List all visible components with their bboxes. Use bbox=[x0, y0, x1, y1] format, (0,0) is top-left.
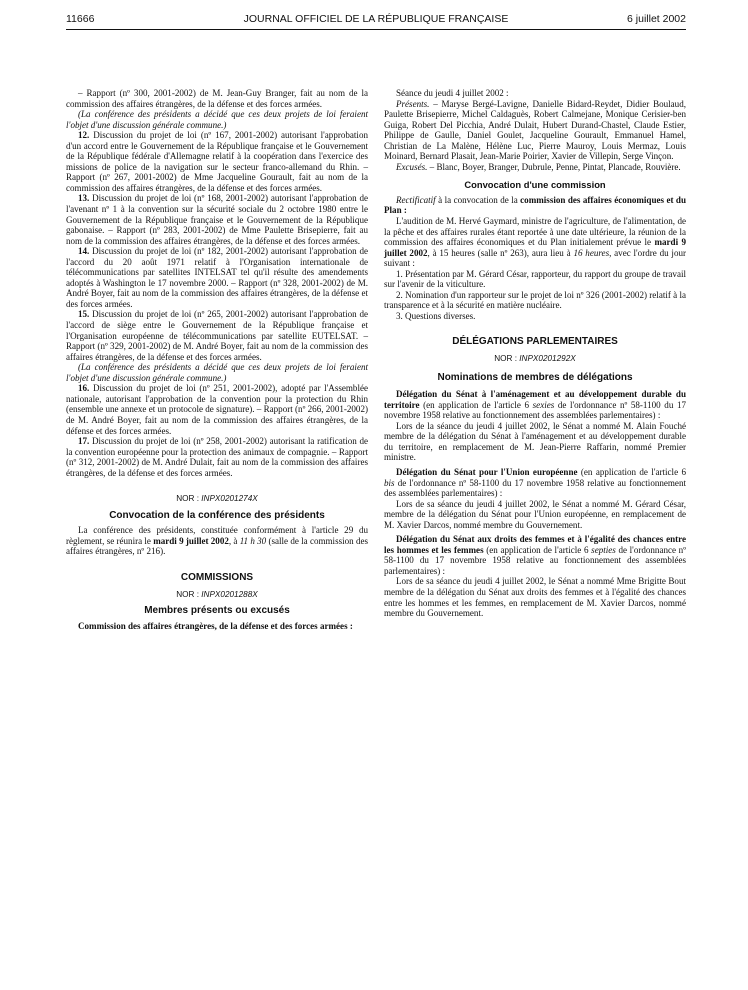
section-title: Convocation de la conférence des présidents bbox=[109, 509, 325, 521]
delegation-title: Délégation du Sénat pour l'Union européenne bbox=[396, 466, 578, 477]
agenda-point: 2. Nomination d'un rapporteur sur le projet de loi nº 326 (2001-2002) relatif à la transparence et à la sécurité en matière nucléaire. bbox=[384, 289, 686, 311]
agenda-item-17 bbox=[66, 436, 368, 478]
nor-label: NOR : bbox=[494, 354, 520, 364]
section-heading-delegations: DÉLÉGATIONS PARLEMENTAIRES bbox=[452, 336, 618, 348]
item-number: 13. bbox=[78, 193, 90, 204]
delegation-heading bbox=[384, 467, 686, 499]
agenda-item-15 bbox=[66, 309, 368, 362]
delegation-title: Délégation du Sénat à l'aménagement et au développement durable du territoire bbox=[384, 389, 686, 410]
agenda-item-14 bbox=[66, 246, 368, 309]
subsection-title: Nominations de membres de délégations bbox=[437, 371, 633, 383]
nor-code: INPX0201288X bbox=[201, 589, 258, 599]
label: Présents. bbox=[396, 98, 430, 109]
meeting-date: mardi 9 juillet 2002 bbox=[384, 237, 687, 258]
rectificatif-paragraph bbox=[384, 195, 686, 216]
meeting-time: 11 h 30 bbox=[239, 535, 267, 546]
subsection-title: Membres présents ou excusés bbox=[144, 605, 290, 617]
page-number: 11666 bbox=[66, 13, 95, 25]
session-line: Séance du jeudi 4 juillet 2002 : bbox=[396, 88, 509, 98]
nor-code: INPX0201292X bbox=[519, 354, 576, 364]
text-span: , à 15 heures (salle nº 263), aura lieu à bbox=[427, 247, 574, 258]
item-text: Discussion du projet de loi (nº 251, 2001-2002), adopté par l'Assemblée nationale, autorisant l'approbation de la convention pour la protection du Rhin (ensemble une annexe et un protocole de signature). – Rapport (nº 266, 2001-2002) de M. André Boyer, fait au nom de la commission des affaires étrangères, de la défense et des forces armées. bbox=[66, 383, 368, 436]
text-span: (salle de la commission des affaires étrangères, nº 216). bbox=[66, 535, 368, 557]
commission-name: Commission des affaires étrangères, de la défense et des forces armées : bbox=[78, 620, 353, 631]
item-text: Discussion du projet de loi (nº 265, 2001-2002) autorisant l'approbation de l'accord de siège entre le Gouvernement de la République française et l'Organisation européenne de télécommunications par satellite EUTELSAT. – Rapport (nº 329, 2001-2002) de M. André Boyer, fait au nom de la commission des affaires étrangères, de la défense et des forces armées. bbox=[66, 309, 368, 362]
report-paragraph: – Rapport (nº 300, 2001-2002) de M. Jean-Guy Branger, fait au nom de la commission des affaires étrangères, de la défense et des forces armées. bbox=[66, 88, 368, 109]
nor-label: NOR : bbox=[176, 589, 202, 599]
text-span: La conférence des présidents, constituée conformément à l'article 29 du règlement, se réunira le bbox=[66, 525, 368, 546]
delegation-heading bbox=[384, 389, 686, 421]
agenda-item-12 bbox=[66, 130, 368, 193]
item-number: 16. bbox=[78, 383, 90, 394]
agenda-point: 1. Présentation par M. Gérard César, rapporteur, du rapport du groupe de travail sur l'avenir de la viticulture. bbox=[384, 268, 686, 290]
agenda-item-16 bbox=[66, 383, 368, 436]
delegation-text: Lors de sa séance du jeudi 4 juillet 2002, le Sénat a nommé M. Gérard César, membre de la délégation du Sénat pour l'Union européenne, en remplacement de M. Xavier Darcos, nommé membre du Gouvernement. bbox=[384, 498, 686, 530]
text-span: (en application de l'article 6 bbox=[483, 544, 592, 555]
item-text: Discussion du projet de loi (nº 168, 2001-2002) autorisant l'approbation de l'avenant nº 1 à la convention sur la sécurité sociale du 2 octobre 1980 entre le Gouvernement de la République française et le Gouvernement de la République gabonaise. – Rapport (nº 283, 2001-2002) de Mme Paulette Brisepierre, fait au nom de la commission des affaires étrangères, de la défense et des forces armées. bbox=[66, 193, 368, 246]
left-column bbox=[66, 88, 368, 631]
commission-name: commission des affaires économiques et du Plan : bbox=[384, 194, 686, 216]
text-span: à la convocation de la bbox=[435, 194, 521, 205]
item-text: Discussion du projet de loi (nº 182, 2001-2002) autorisant l'approbation de l'accord du 20 août 1971 relatif à l'Organisation internationale de télécommunications par satellites INTELSAT tel qu'il résulte des amendements adoptés à Washington le 17 novembre 2000. – Rapport (nº 328, 2001-2002) de M. André Boyer, fait au nom de la commission des affaires étrangères, de la défense et des forces armées. bbox=[66, 246, 368, 309]
journal-title: JOURNAL OFFICIEL DE LA RÉPUBLIQUE FRANÇAISE bbox=[243, 13, 509, 25]
text-span: (en application de l'article 6 bbox=[419, 399, 533, 410]
item-text: Discussion du projet de loi (nº 167, 2001-2002) autorisant l'approbation d'un accord entre le Gouvernement de la République française et le Gouvernement de la République fédérale d'Allemagne relatif à la coopération dans l'exercice des missions de police de la navigation sur le secteur franco-allemand du Rhin. – Rapport (nº 267, 2001-2002) de Mme Jacqueline Gourault, fait au nom de la commission des affaires étrangères, de la défense et des forces armées. bbox=[66, 130, 368, 193]
text-span: septies bbox=[591, 544, 616, 555]
nor-reference bbox=[66, 494, 368, 505]
conference-note: (La conférence des présidents a décidé que ces deux projets de loi feraient l'objet d'une discussion générale commune.) bbox=[66, 109, 368, 130]
section-title: Convocation d'une commission bbox=[464, 179, 606, 191]
delegation-title: Délégation du Sénat aux droits des femmes et à l'égalité des chances entre les hommes et les femmes bbox=[384, 534, 686, 555]
item-number: 17. bbox=[78, 436, 90, 447]
names: – Maryse Bergé-Lavigne, Danielle Bidard-Reydet, Didier Boulaud, Paulette Brisepierre, Michel Caldaguès, Robert Calmejane, Monique Cerisier-ben Guiga, Robert Del Picchia, André Dulait, Hubert Durand-Chastel, Claude Estier, Philippe de Gaulle, Daniel Goulet, Jacqueline Gourault, Emmanuel Hamel, Christian de La Malène, Hélène Luc, Pierre Mauroy, Louis Mermaz, Louis Moinard, Bernard Plasait, Jean-Marie Poirier, Xavier de Villepin, Serge Vinçon. bbox=[384, 98, 686, 162]
page-header bbox=[66, 11, 686, 27]
text-span: bis bbox=[384, 477, 395, 488]
convocation-paragraph bbox=[66, 525, 368, 557]
text-span: de l'ordonnance nº 58-1100 du 17 novembre 1958 relative au fonctionnement des assemblées parlementaires) : bbox=[384, 477, 686, 499]
names: – Blanc, Boyer, Branger, Dubrule, Penne, Pintat, Plancade, Rouvière. bbox=[427, 161, 681, 172]
label: Excusés. bbox=[396, 161, 428, 172]
item-number: 14. bbox=[78, 246, 90, 257]
item-number: 15. bbox=[78, 309, 90, 320]
present-members bbox=[384, 99, 686, 162]
nor-code: INPX0201274X bbox=[201, 494, 258, 504]
conference-note: (La conférence des présidents a décidé que ces deux projets de loi feraient l'objet d'une discussion générale commune.) bbox=[66, 362, 368, 383]
agenda-point: 3. Questions diverses. bbox=[396, 310, 476, 321]
nor-reference bbox=[66, 590, 368, 601]
audition-paragraph bbox=[384, 216, 686, 269]
item-text: Discussion du projet de loi (nº 258, 2001-2002) autorisant la ratification de la convention européenne pour la protection des animaux de compagnie. – Rapport (nº 312, 2001-2002) de M. André Dulait, fait au nom de la commission des affaires étrangères, de la défense et des forces armées. bbox=[66, 436, 368, 478]
header-rule bbox=[66, 29, 686, 30]
delegation-text: Lors de sa séance du jeudi 4 juillet 2002, le Sénat a nommé Mme Brigitte Bout membre de la délégation du Sénat aux droits des femmes et à l'égalité des chances entre les hommes et les femmes, en remplacement de M. Xavier Darcos, nommé membre du Gouvernement. bbox=[384, 576, 686, 619]
agenda-item-13 bbox=[66, 193, 368, 246]
nor-reference bbox=[384, 354, 686, 365]
text-span: de l'ordonnance nº 58-1100 du 17 novembre 1958 relative au fonctionnement des assemblées parlementaires) : bbox=[384, 399, 686, 421]
label: Rectificatif bbox=[396, 194, 436, 205]
item-number: 12. bbox=[78, 130, 90, 141]
text-span: , à bbox=[228, 535, 240, 546]
meeting-time: 16 heures bbox=[573, 247, 610, 258]
section-heading-commissions: COMMISSIONS bbox=[180, 571, 254, 583]
text-span: sexies bbox=[532, 399, 555, 410]
text-span: (en application de l'article 6 bbox=[577, 466, 686, 477]
meeting-date: mardi 9 juillet 2002 bbox=[153, 535, 229, 546]
issue-date: 6 juillet 2002 bbox=[627, 13, 686, 25]
nor-label: NOR : bbox=[176, 494, 202, 504]
delegation-text: Lors de la séance du jeudi 4 juillet 2002, le Sénat a nommé M. Alain Fouché membre de la délégation du Sénat à l'aménagement et au développement durable du territoire, en remplacement de M. Jean-Pierre Raffarin, nommé Premier ministre. bbox=[384, 420, 686, 463]
text-span: de l'ordonnance nº 58-1100 du 17 novembre 1958 relative au fonctionnement des assemblées parlementaires) : bbox=[384, 544, 687, 576]
text-span: , avec l'ordre du jour suivant : bbox=[384, 247, 687, 269]
right-column bbox=[384, 88, 686, 619]
delegation-heading bbox=[384, 534, 686, 576]
excused-members bbox=[384, 162, 686, 173]
text-span: L'audition de M. Hervé Gaymard, ministre de l'agriculture, de l'alimentation, de la pêche et des affaires rurales étant reportée à une date ultérieure, la réunion de la commission des affaires économiques et du Plan initialement prévue le bbox=[384, 216, 686, 248]
